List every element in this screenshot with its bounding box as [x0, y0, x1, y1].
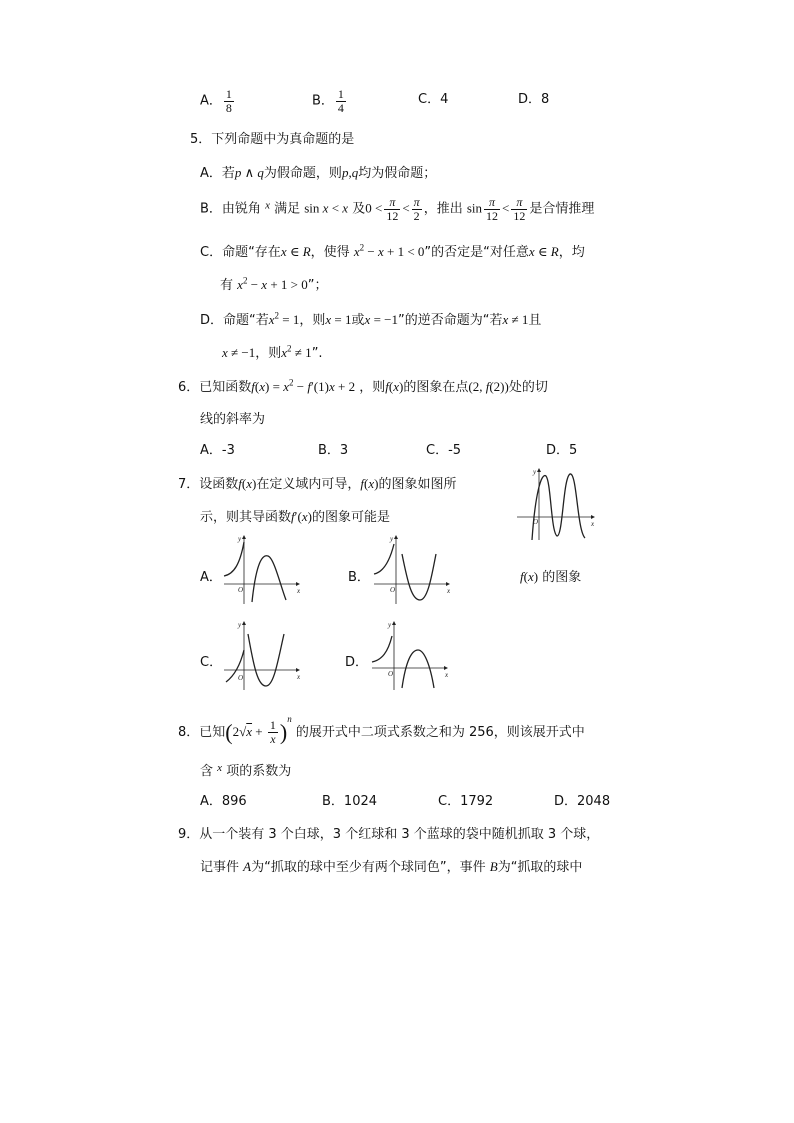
- q8-option-a: A．896: [200, 794, 247, 809]
- q6-option-a: A．-3: [200, 443, 235, 458]
- q8-option-d: D．2048: [554, 794, 611, 809]
- q7-option-c: C．: [200, 655, 223, 670]
- q6-option-b: B．3: [318, 443, 349, 458]
- q8-stem-line2: 含 $^x$ 项的系数为: [200, 762, 292, 779]
- graph-a-x-label: x: [297, 587, 301, 595]
- graph-a-y-label: y: [238, 535, 242, 543]
- q9-stem-line2: 记事件 A为“抓取的球中至少有两个球同色”，事件 B为“抓取的球中: [200, 859, 583, 875]
- q8-option-b: B．1024: [322, 794, 378, 809]
- graph-c-origin: O: [238, 674, 244, 682]
- q5-option-c-line2: 有 $x^2 - x + 1 > 0$”；: [220, 275, 328, 293]
- graph-d-x-label: x: [445, 671, 449, 679]
- graph-b-x-label: x: [447, 587, 451, 595]
- q7-stem-line1: 7．设函数f(x)在定义域内可导，f(x)的图象如图所: [178, 476, 457, 492]
- graph-b-origin: O: [390, 586, 396, 594]
- q4-option-a: A． $\frac{1}{8}$: [200, 87, 232, 115]
- graph-d-origin: O: [388, 670, 394, 678]
- q5-option-d-line2: x ≠ −1，则$x^2 \ne 1$”.: [222, 343, 323, 361]
- q6-option-c: C．-5: [426, 443, 462, 458]
- q7-graph-b: [372, 534, 454, 606]
- fx-graph: [515, 466, 597, 542]
- q4-option-d: D．8: [518, 92, 550, 107]
- q6-stem-line2: 线的斜率为: [200, 412, 266, 427]
- q7-option-a: A．: [200, 570, 222, 585]
- q4-option-c: C．4: [418, 92, 449, 107]
- q5-stem: 5．下列命题中为真命题的是: [190, 132, 355, 147]
- q7-graph-a: [222, 534, 304, 606]
- q5-option-d-line1: D．命题“若$x^2 = 1$，则x = 1或x = −1”的逆否命题为“若x ≠ 1且: [200, 310, 542, 328]
- q6-stem-line1: 6．已知函数$f(x) = x^2 - f'(1)x + 2$ ，则f(x)的图象在点(2, f(2))处的切: [178, 377, 548, 395]
- q7-stem-line2: 示，则其导函数f′(x)的图象可能是: [200, 509, 390, 525]
- fx-x-label: x: [591, 520, 595, 528]
- q9-stem-line1: 9．从一个装有 3 个白球，3 个红球和 3 个蓝球的袋中随机抓取 3 个球，: [178, 827, 600, 842]
- q7-graph-c: [222, 620, 304, 692]
- q6-option-d: D．5: [546, 443, 578, 458]
- q8-option-c: C．1792: [438, 794, 494, 809]
- q4-option-b: B． $\frac{1}{4}$: [312, 87, 344, 115]
- fx-caption: f(x) 的图象: [520, 569, 582, 585]
- fx-origin-label: O: [533, 518, 539, 526]
- q5-option-b: B．由锐角 $^x$ 满足 sin x < x 及0 < $\frac{\pi}{12}$ < $\frac{\pi}{2}$ ，推出 sin $\frac{\pi}{12}$ < $\frac{\pi}{12}$ 是合情推理: [200, 195, 595, 223]
- q5-option-a: A．若p ∧ q为假命题，则p,q均为假命题；: [200, 165, 437, 181]
- q5-option-c-line1: C．命题“存在x ∈ R，使得 $x^2 - x + 1 < 0$”的否定是“对任意x ∈ R，均: [200, 242, 585, 260]
- fx-y-label: y: [533, 468, 537, 476]
- graph-a-origin: O: [238, 586, 244, 594]
- graph-b-y-label: y: [390, 535, 394, 543]
- graph-c-y-label: y: [238, 621, 242, 629]
- q7-graph-d: [370, 620, 452, 692]
- q7-option-d: D．: [345, 655, 369, 670]
- graph-d-y-label: y: [388, 621, 392, 629]
- q8-stem-line1: 8．已知(2√x + $\frac{1}{x}$ )$^n$ 的展开式中二项式系数之和为 256，则该展开式中: [178, 714, 585, 746]
- graph-c-x-label: x: [297, 673, 301, 681]
- q7-option-b: B．: [348, 570, 370, 585]
